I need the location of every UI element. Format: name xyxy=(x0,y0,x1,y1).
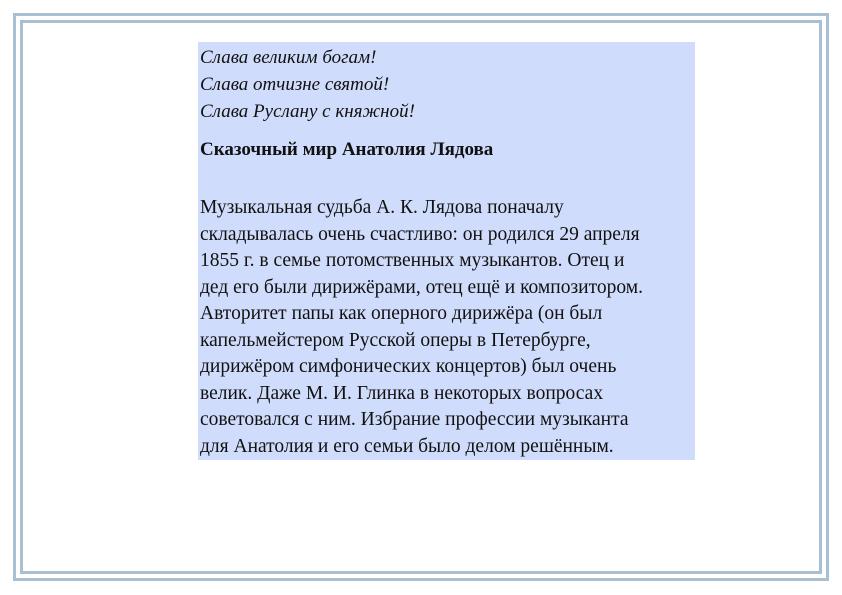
verse-line: Слава отчизне святой! xyxy=(200,74,390,95)
body-line: дед его были дирижёрами, отец ещё и композитором. xyxy=(200,276,643,298)
body-line: капельмейстером Русской оперы в Петербурге, xyxy=(200,329,591,351)
verse-line: Слава великим богам! xyxy=(200,47,377,68)
article-body xyxy=(200,162,695,460)
body-line: дирижёром симфонических концертов) был очень xyxy=(200,356,617,377)
verse-line: Слава Руслану с княжной! xyxy=(200,101,415,122)
text-box xyxy=(198,42,695,460)
body-line: складывалась очень счастливо: он родился 29 апреля xyxy=(200,223,640,245)
body-line: советовался с ним. Избрание профессии музыканта xyxy=(200,409,629,430)
body-line: 1855 г. в семье потомственных музыкантов. Отец и xyxy=(200,250,625,271)
verse-epigraph xyxy=(200,42,695,125)
body-line: для Анатолия и его семьи было делом решённым. xyxy=(200,435,614,457)
body-line: Авторитет папы как оперного дирижёра (он был xyxy=(200,303,603,324)
article-heading: Сказочный мир Анатолия Лядова xyxy=(200,139,494,160)
body-line: велик. Даже М. И. Глинка в некоторых вопросах xyxy=(200,382,604,404)
body-line: Музыкальная судьба А. К. Лядова поначалу xyxy=(200,197,564,218)
